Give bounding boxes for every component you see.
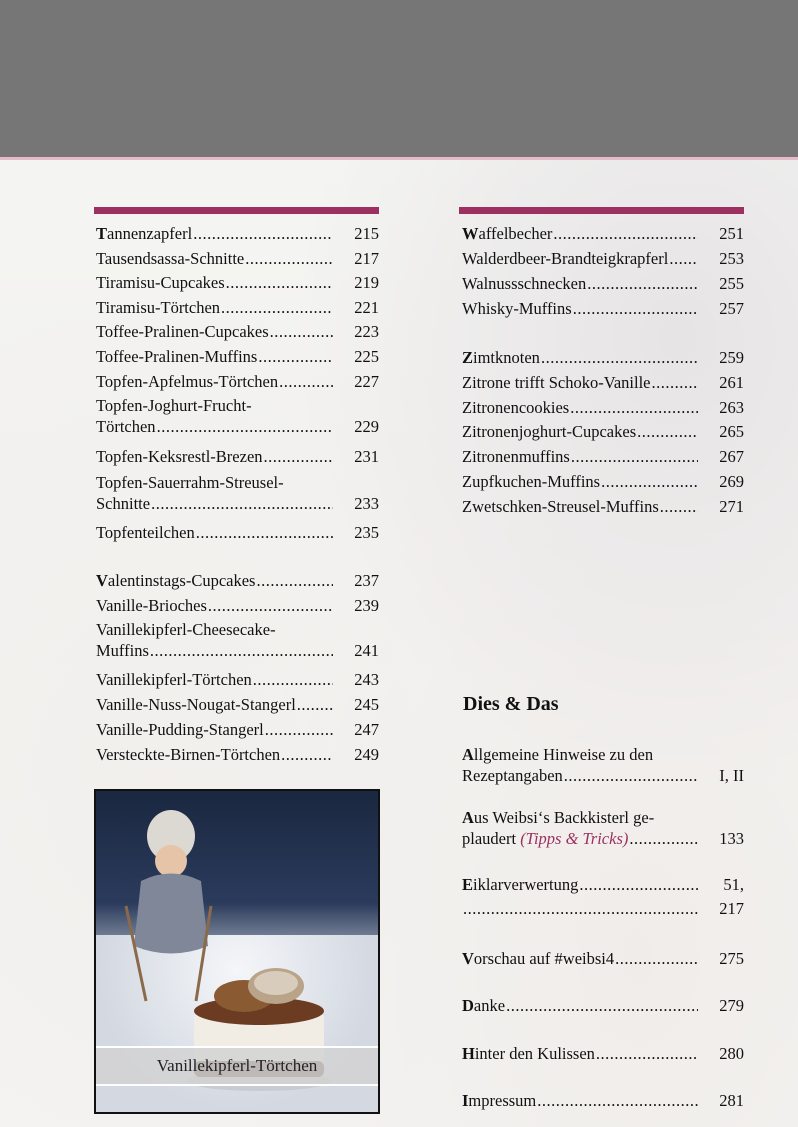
page-number: 241 xyxy=(354,641,379,660)
leader-dots xyxy=(208,596,333,616)
entry-initial: V xyxy=(96,571,108,590)
index-entry xyxy=(462,422,744,442)
leader-dots xyxy=(196,523,333,543)
entry-title: Topfenteilchen xyxy=(96,523,195,542)
leader-dots xyxy=(652,373,699,393)
entry-initial: W xyxy=(462,224,479,243)
index-entry xyxy=(462,472,744,492)
page-number: 233 xyxy=(354,494,379,513)
entry-title: Toffee-Pralinen-Muffins xyxy=(96,347,258,366)
entry-title: Vanillekipferl-Törtchen xyxy=(96,670,252,689)
entry-title: Vorschau auf #weibsi4 xyxy=(462,949,615,968)
page-number: 51, xyxy=(723,875,744,894)
index-entry-line1 xyxy=(96,620,379,640)
page-number: 280 xyxy=(719,1044,744,1063)
page-number: 257 xyxy=(719,299,744,318)
entry-title: Aus Weibsi‘s Backkisterl ge- xyxy=(462,808,655,827)
index-entry xyxy=(96,224,379,244)
leader-dots xyxy=(615,949,698,969)
entry-title: Zitronenjoghurt-Cupcakes xyxy=(462,422,637,442)
index-entry xyxy=(96,298,379,318)
entry-initial: A xyxy=(462,808,474,827)
entry-title: Tausendsassa-Schnitte xyxy=(96,248,245,268)
entry-title: Topfen-Keksrestl-Brezen xyxy=(96,447,263,466)
page-number: 215 xyxy=(354,224,379,243)
index-entry xyxy=(462,447,744,467)
index-entry xyxy=(462,497,744,517)
entry-title: Valentinstags-Cupcakes xyxy=(96,571,256,590)
leader-dots xyxy=(264,447,333,467)
entry-title: Muffins xyxy=(96,641,149,660)
index-entry xyxy=(96,249,379,269)
page-number: 245 xyxy=(354,695,379,714)
index-entry xyxy=(96,523,379,543)
page-number: 225 xyxy=(354,347,379,366)
leader-dots xyxy=(463,899,698,919)
entry-title: Törtchen xyxy=(96,417,156,436)
page-number: 269 xyxy=(719,472,744,491)
tips-tricks-label: (Tipps & Tricks) xyxy=(520,829,629,848)
index-entry-line1 xyxy=(96,396,379,416)
page-number: 247 xyxy=(354,720,379,739)
recipe-photo xyxy=(94,789,380,1114)
leader-dots xyxy=(281,745,333,765)
index-entry xyxy=(462,224,744,244)
entry-title: Vanille-Pudding-Stangerl xyxy=(96,720,264,739)
entry-initial: A xyxy=(462,745,474,764)
misc-entry-aus-line2 xyxy=(462,829,744,849)
entry-title: Toffee-Pralinen-Cupcakes xyxy=(96,322,269,342)
page-number: 231 xyxy=(354,447,379,466)
leader-dots xyxy=(150,641,333,661)
page-number: 219 xyxy=(354,273,379,293)
entry-title: Vanille-Nuss-Nougat-Stangerl xyxy=(96,695,296,714)
entry-title: Hinter den Kulissen xyxy=(462,1044,595,1063)
entry-title: Zwetschken-Streusel-Muffins xyxy=(462,496,659,516)
page-number: 275 xyxy=(719,949,744,968)
page-number: 255 xyxy=(719,274,744,293)
entry-title: Danke xyxy=(462,996,506,1015)
leader-dots xyxy=(570,398,698,418)
entry-title: Eiklarverwertung xyxy=(462,875,579,894)
entry-title: Topfen-Sauerrahm-Streusel- xyxy=(96,473,284,492)
leader-dots xyxy=(506,996,698,1016)
section-title-dies-das: Dies & Das xyxy=(463,693,559,715)
leader-dots xyxy=(660,497,698,517)
index-entry xyxy=(462,373,744,393)
entry-title: Zitronenmuffins xyxy=(462,447,570,467)
page-number: 263 xyxy=(719,397,744,417)
leader-dots xyxy=(297,695,333,715)
leader-dots xyxy=(256,571,333,591)
leader-dots xyxy=(537,1091,698,1111)
leader-dots xyxy=(601,472,698,492)
entry-initial: V xyxy=(462,949,474,968)
photo-caption-text: Vanillekipferl-Törtchen xyxy=(156,1056,318,1075)
entry-title: Topfen-Apfelmus-Törtchen xyxy=(96,371,279,391)
index-entry xyxy=(96,720,379,740)
entry-initial: I xyxy=(462,1091,469,1110)
index-entry xyxy=(96,447,379,467)
entry-title: Impressum xyxy=(462,1091,537,1110)
index-entry xyxy=(96,322,379,342)
leader-dots xyxy=(151,494,333,514)
entry-title: Tiramisu-Cupcakes xyxy=(96,273,225,293)
left-column-rule xyxy=(94,207,379,214)
leader-dots xyxy=(637,422,698,442)
page-number: 265 xyxy=(719,422,744,442)
entry-title: Tiramisu-Törtchen xyxy=(96,297,221,317)
entry-title: Zimtknoten xyxy=(462,348,540,367)
leader-dots xyxy=(629,829,698,849)
index-entry xyxy=(462,249,744,269)
entry-title: Zitrone trifft Schoko-Vanille xyxy=(462,372,651,392)
leader-dots xyxy=(279,372,333,392)
misc-entry-hinter xyxy=(462,1044,744,1064)
page-number: 261 xyxy=(719,372,744,392)
entry-initial: T xyxy=(96,224,108,243)
misc-entry-danke xyxy=(462,996,744,1016)
leader-dots xyxy=(226,273,333,293)
page-number: 235 xyxy=(354,523,379,542)
leader-dots xyxy=(258,347,333,367)
leader-dots xyxy=(541,348,698,368)
leader-dots xyxy=(270,322,333,342)
page-number: 243 xyxy=(354,670,379,689)
entry-initial: H xyxy=(462,1044,475,1063)
leader-dots xyxy=(579,875,698,895)
entry-title: Zitronencookies xyxy=(462,397,570,417)
entry-title: Zupfkuchen-Muffins xyxy=(462,472,601,491)
leader-dots xyxy=(157,417,333,437)
page-number: 221 xyxy=(354,297,379,317)
entry-title: Tannenzapferl xyxy=(96,224,193,243)
entry-title: Walderdbeer-Brandteigkrapferl xyxy=(462,249,669,268)
page-number: 133 xyxy=(719,829,744,848)
page-number: 239 xyxy=(354,596,379,615)
right-column-rule xyxy=(459,207,744,214)
page-number: 251 xyxy=(719,224,744,243)
page-number: 217 xyxy=(354,248,379,268)
leader-dots xyxy=(669,249,698,269)
leader-dots xyxy=(253,670,333,690)
index-entry xyxy=(96,745,379,765)
page-number: 249 xyxy=(354,745,379,764)
index-entry xyxy=(96,372,379,392)
index-entry-line1 xyxy=(96,473,379,493)
leader-dots xyxy=(564,766,698,786)
entry-initial: D xyxy=(462,996,474,1015)
page-number: I, II xyxy=(719,766,744,785)
index-entry xyxy=(96,571,379,591)
page-number: 253 xyxy=(719,249,744,268)
misc-entry-allgemeine-line1 xyxy=(462,745,744,765)
leader-dots xyxy=(245,249,333,269)
index-entry xyxy=(96,273,379,293)
leader-dots xyxy=(193,224,333,244)
page-number: 217 xyxy=(719,899,744,918)
page-number: 223 xyxy=(354,322,379,342)
leader-dots xyxy=(221,298,333,318)
leader-dots xyxy=(573,299,698,319)
misc-entry-allgemeine-line2 xyxy=(462,766,744,786)
page-number: 259 xyxy=(719,348,744,367)
leader-dots xyxy=(553,224,698,244)
page-number: 229 xyxy=(354,417,379,436)
entry-title: Allgemeine Hinweise zu den xyxy=(462,745,654,764)
entry-title: Topfen-Joghurt-Frucht- xyxy=(96,396,252,415)
index-entry xyxy=(96,596,379,616)
photo-caption xyxy=(96,1046,378,1086)
page-number: 237 xyxy=(354,571,379,590)
index-entry xyxy=(462,348,744,368)
misc-entry-vorschau xyxy=(462,949,744,969)
index-entry xyxy=(96,670,379,690)
page-number: 227 xyxy=(354,371,379,391)
index-entry xyxy=(96,695,379,715)
leader-dots xyxy=(265,720,333,740)
index-entry xyxy=(462,398,744,418)
index-entry-line2 xyxy=(96,417,379,437)
entry-title: Whisky-Muffins xyxy=(462,299,572,318)
index-entry xyxy=(96,347,379,367)
doll-figure-illustration xyxy=(116,806,226,1006)
misc-entry-eiklar-line2 xyxy=(462,899,744,919)
entry-title: Vanille-Brioches xyxy=(96,596,207,615)
leader-dots xyxy=(571,447,698,467)
misc-entry-eiklar xyxy=(462,875,744,895)
entry-title: Versteckte-Birnen-Törtchen xyxy=(96,745,281,764)
entry-title: Rezeptangaben xyxy=(462,766,563,785)
page-number: 267 xyxy=(719,447,744,467)
index-entry-line2 xyxy=(96,494,379,514)
entry-title: Walnussschnecken xyxy=(462,274,587,293)
page-number: 271 xyxy=(719,496,744,516)
entry-title: Vanillekipferl-Cheesecake- xyxy=(96,620,276,639)
misc-entry-aus-line1 xyxy=(462,808,744,828)
leader-dots xyxy=(587,274,698,294)
page-number: 281 xyxy=(719,1091,744,1110)
entry-initial: Z xyxy=(462,348,474,367)
entry-title: Waffelbecher xyxy=(462,224,553,243)
misc-entry-impressum xyxy=(462,1091,744,1111)
header-band xyxy=(0,0,798,157)
page-number: 279 xyxy=(719,996,744,1015)
index-entry xyxy=(462,274,744,294)
entry-title: plaudert (Tipps & Tricks) xyxy=(462,829,629,848)
index-entry xyxy=(462,299,744,319)
entry-initial: E xyxy=(462,875,474,894)
index-entry-line2 xyxy=(96,641,379,661)
leader-dots xyxy=(596,1044,698,1064)
entry-title: Schnitte xyxy=(96,494,151,513)
